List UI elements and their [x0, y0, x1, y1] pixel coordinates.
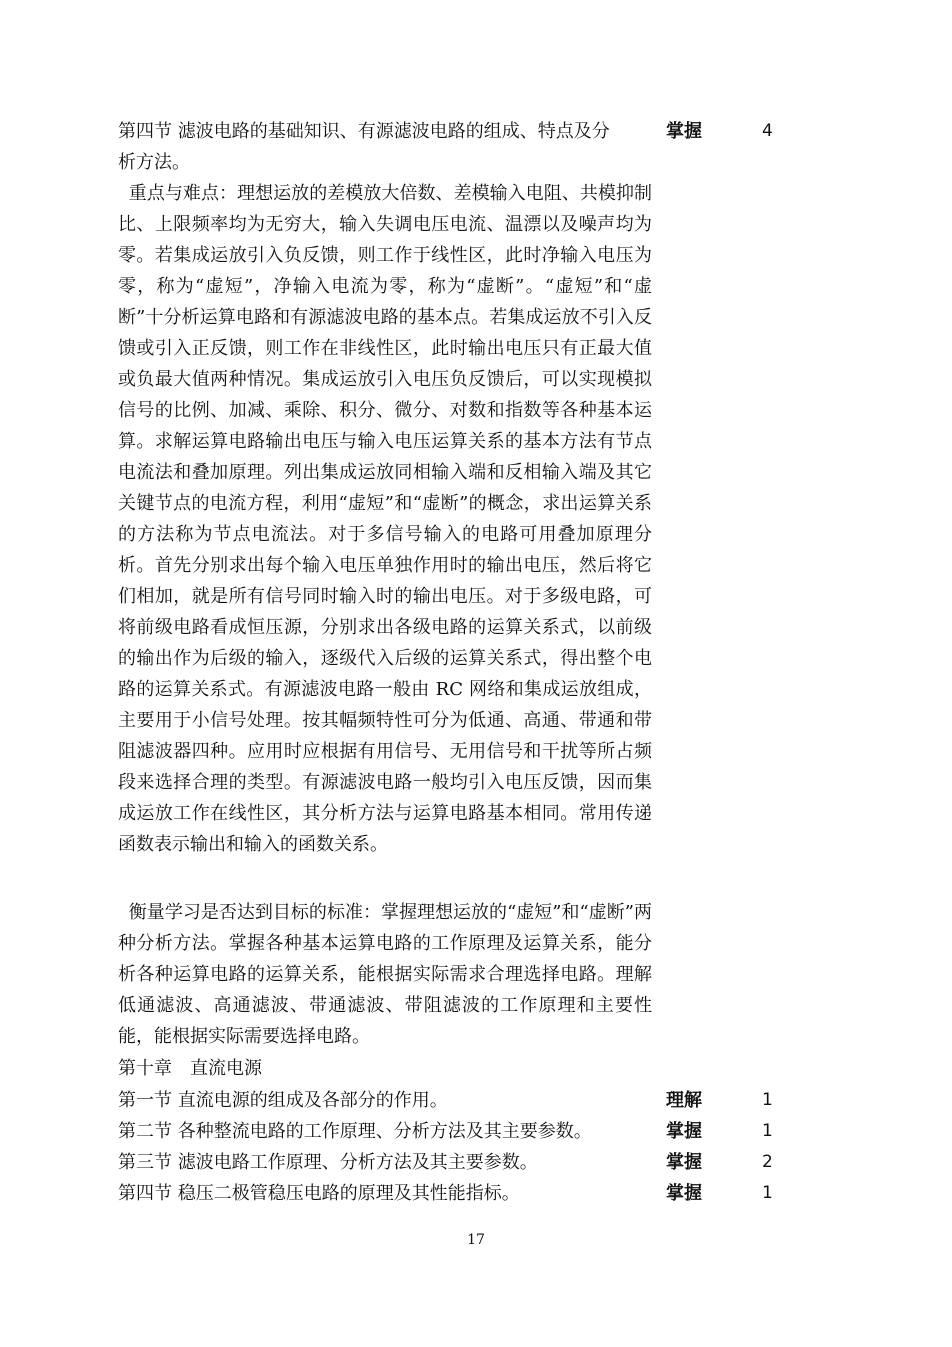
- section-text: 第四节 稳压二极管稳压电路的原理及其性能指标。: [118, 1183, 520, 1204]
- goal-paragraph: 衡量学习是否达到目标的标准：掌握理想运放的“虚短”和“虚断”两种分析方法。掌握各种基本运算电路的工作原理及运算关系，能分析各种运算电路的运算关系，能根据实际需求合理选择电路。理解低通滤波、高通滤波、带通滤波、带阻滤波的工作原理和主要性能，能根据实际需要选择电路。: [118, 902, 652, 1047]
- section-text: 第二节 各种整流电路的工作原理、分析方法及其主要参数。: [118, 1121, 592, 1142]
- section-four-hours: 4: [762, 121, 773, 141]
- chapter-ten-title: 第十章 直流电源: [118, 1058, 262, 1079]
- section-level: 掌握: [666, 1152, 702, 1173]
- key-points-paragraph: 重点与难点：理想运放的差模放大倍数、差模输入电阻、共模抑制比、上限频率均为无穷大，输入失调电压电流、温漂以及噪声均为零。若集成运放引入负反馈，则工作于线性区，此时净输入电压为零，称为“虚短”，净输入电流为零，称为“虚断”。“虚短”和“虚断”十分析运算电路和有源滤波电路的基本点。若集成运放不引入反馈或引入正反馈，则工作在非线性区，此时输出电压只有正最大值或负最大值两种情况。集成运放引入电压负反馈后，可以实现模拟信号的比例、加减、乘除、积分、微分、对数和指数等各种基本运算。求解运算电路输出电压与输入电压运算关系的基本方法有节点电流法和叠加原理。列出集成运放同相输入端和反相输入端及其它关键节点的电流方程，利用“虚短”和“虚断”的概念，求出运算关系的方法称为节点电流法。对于多信号输入的电路可用叠加原理分析。首先分别求出每个输入电压单独作用时的输出电压，然后将它们相加，就是所有信号同时输入时的输出电压。对于多级电路，可将前级电路看成恒压源，分别求出各级电路的运算关系式，以前级的输出作为后级的输入，逐级代入后级的运算关系式，得出整个电路的运算关系式。有源滤波电路一般由 RC 网络和集成运放组成，主要用于小信号处理。按其幅频特性可分为低通、高通、带通和带阻滤波器四种。应用时应根据有用信号、无用信号和干扰等所占频段来选择合理的类型。有源滤波电路一般均引入电压反馈，因而集成运放工作在线性区，其分析方法与运算电路基本相同。常用传递函数表示输出和输入的函数关系。: [118, 183, 653, 855]
- page-number: 17: [467, 1232, 485, 1248]
- section-four-level: 掌握: [666, 121, 702, 142]
- section-hours: 1: [762, 1121, 773, 1141]
- section-level: 掌握: [666, 1121, 702, 1142]
- section-text: 第一节 直流电源的组成及各部分的作用。: [118, 1090, 448, 1111]
- section-hours: 1: [762, 1090, 773, 1110]
- section-four-title-line1: 第四节 滤波电路的基础知识、有源滤波电路的组成、特点及分: [118, 121, 610, 142]
- section-level: 掌握: [666, 1183, 702, 1204]
- section-four-title-line2: 析方法。: [118, 152, 190, 173]
- section-hours: 2: [762, 1152, 773, 1172]
- section-level: 理解: [666, 1090, 702, 1111]
- section-text: 第三节 滤波电路工作原理、分析方法及其主要参数。: [118, 1152, 538, 1173]
- section-hours: 1: [762, 1183, 773, 1203]
